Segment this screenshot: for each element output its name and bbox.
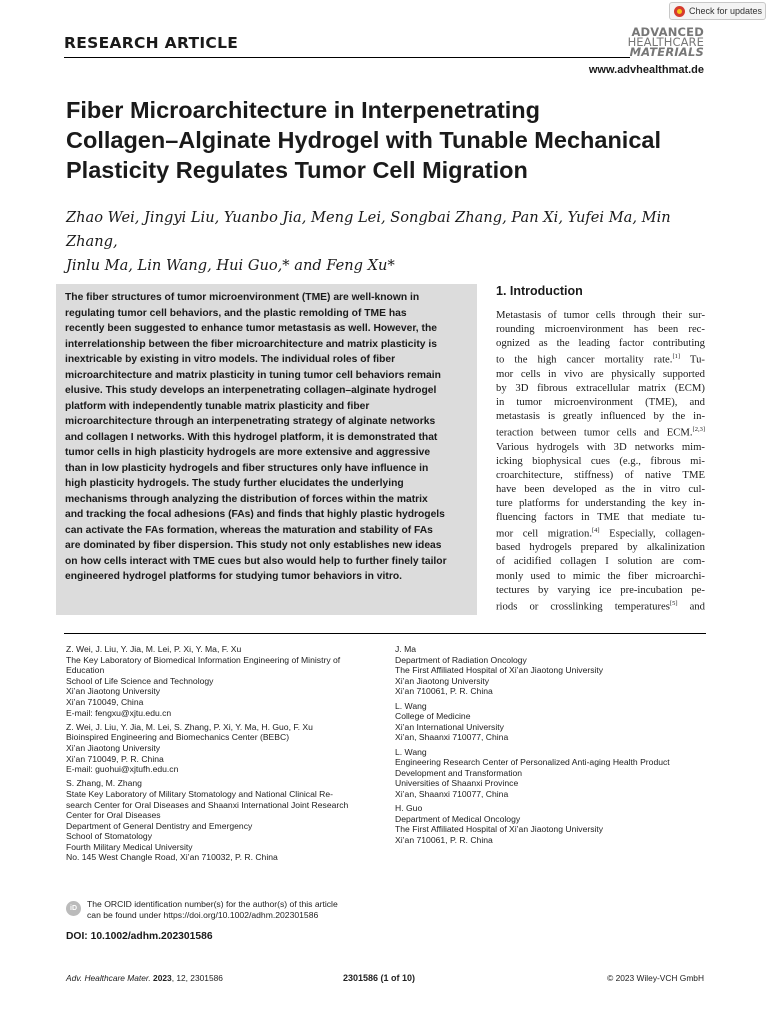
affiliation-block [395,644,710,697]
footer-journal: Adv. Healthcare Mater. [66,973,151,983]
email-link[interactable]: E-mail: fengxu@xjtu.edu.cn [66,707,172,718]
abstract-text [65,290,470,585]
introduction-line: metastasis is greatly influenced by the in- [496,409,705,422]
introduction-line: in tumor microenvironment (TME), and [496,395,705,408]
affiliation-block [66,778,386,863]
crossmark-icon [674,6,685,17]
affiliation-line: Xi’an 710061, P. R. China [395,834,493,845]
section-heading-introduction: 1. Introduction [496,284,583,298]
introduction-line: of acidified collagen I solution are com- [496,555,705,568]
abstract-line: regulating tumor cell behaviors, and the plastic remolding of TME has [65,307,407,319]
affiliation-line: School of Life Science and Technology [66,675,214,686]
abstract-line: interrelationship between the fiber microarchitecture and matrix plasticity is [65,338,437,350]
introduction-line: based hydrogels prepared by alkalinization [496,541,705,554]
affiliation-line: Xi’an, Shaanxi 710077, China [395,788,509,799]
abstract-line: than in low plasticity hydrogels and fiber structures only have influence in [65,462,429,474]
introduction-line: monly used to mimic the fiber microarchi- [496,569,705,582]
affiliation-line: J. Ma [395,644,417,654]
affiliation-line: Xi’an 710049, China [66,696,144,707]
affiliation-line: Z. Wei, J. Liu, Y. Jia, M. Lei, P. Xi, Y. Ma, F. Xu [66,644,242,654]
affiliation-line: Xi’an International University [395,721,504,732]
doi-link[interactable]: DOI: 10.1002/adhm.202301586 [66,931,213,942]
affiliation-line: Z. Wei, J. Liu, Y. Jia, M. Lei, S. Zhang, P. Xi, Y. Ma, H. Guo, F. Xu [66,721,313,732]
introduction-line: ognized as the leading factor contributing [496,337,705,350]
abstract-line: inextricable by existing in vitro models. The individual roles of fiber [65,354,396,365]
introduction-line: fluencing factors in TME that mediate tu- [496,510,705,523]
orcid-icon: iD [66,901,81,916]
affiliation-line: School of Stomatology [66,831,152,842]
check-for-updates-button[interactable] [669,2,766,20]
email-link[interactable]: E-mail: guohui@xjtufh.edu.cn [66,764,179,775]
introduction-line: mor cells in vivo are physically supported [496,367,705,380]
affiliation-line: Xi’an Jiaotong University [395,675,490,686]
abstract-line: tumor cells in high plasticity hydrogels are more extensive and aggressive [65,447,431,458]
abstract-line: can activate the FAs formation, whereas the maturation and stability of FAs [65,524,433,536]
footer-page-number: 2301586 (1 of 10) [343,973,416,983]
affiliation-line: Department of Medical Oncology [395,813,521,824]
citation-marker[interactable]: [5] [669,599,678,607]
affiliation-line: Engineering Research Center of Personalized Anti-aging Health Product [395,757,670,768]
author-line: Zhao Wei, Jingyi Liu, Yuanbo Jia, Meng Lei, Songbai Zhang, Pan Xi, Yufei Ma, Min Zhang, [66,209,671,250]
citation-marker[interactable]: [2,3] [692,425,705,433]
journal-logo-line: MATERIALS [629,45,704,59]
abstract-line: and collagen I networks. With this hydrogel platform, it is demonstrated that [65,431,438,443]
affiliation-line: Xi’an, Shaanxi 710077, China [395,732,509,743]
footer-year: 2023 [153,973,172,983]
footer-copyright: © 2023 Wiley-VCH GmbH [607,973,704,983]
affiliation-line: Education [66,665,105,676]
introduction-line: ture platforms for understanding the key in- [496,496,705,509]
affiliation-block [395,747,710,800]
author-list [66,206,716,278]
affiliation-line: Fourth Military Medical University [66,841,193,852]
abstract-line: recently been suggested to enhance tumor metastasis as well. However, the [65,323,437,334]
affiliation-line: L. Wang [395,746,427,757]
abstract-line: The fiber structures of tumor microenvironment (TME) are well-known in [65,292,420,303]
affiliation-line: H. Guo [395,803,423,814]
affiliation-line: search Center for Oral Diseases and Shaanxi International Joint Research [66,799,349,810]
check-for-updates-label: Check for updates [689,6,763,16]
introduction-line: riods or crosslinking temperatures[5] and [496,599,705,613]
title-line: Fiber Microarchitecture in Interpenetrating [66,97,541,123]
affiliation-rule [64,633,706,634]
footer-citation [66,973,223,983]
orcid-line[interactable]: can be found under https://doi.org/10.1002/adhm.202301586 [87,909,319,920]
affiliation-line: College of Medicine [395,711,471,722]
abstract-line: high plasticity hydrogels. The study further elucidates the underlying [65,478,404,489]
affiliation-line: L. Wang [395,700,427,711]
affiliation-block [395,803,710,845]
article-title [66,95,706,185]
orcid-note [66,899,338,921]
affiliation-line: Xi’an 710049, P. R. China [66,753,164,764]
affiliation-block [395,701,710,743]
title-line: Collagen–Alginate Hydrogel with Tunable Mechanical [66,127,661,153]
introduction-line: icking biophysical cues (e.g., fibrous mi- [496,454,705,467]
affiliation-line: No. 145 West Changle Road, Xi’an 710032, P. R. China [66,852,278,863]
introduction-line: Metastasis of tumor cells through their sur- [496,309,705,321]
affiliation-block [66,644,386,718]
affiliation-line: S. Zhang, M. Zhang [66,778,142,789]
introduction-line: have been developed as the in vitro cul- [496,482,705,495]
article-type-label: RESEARCH ARTICLE [64,34,239,52]
abstract-line: mechanisms through analyzing the distribution of forces within the matrix [65,493,428,505]
abstract-line: and tracking the focal adhesions (FAs) and finds that highly plastic hydrogels [65,509,445,520]
title-line: Plasticity Regulates Tumor Cell Migration [66,157,528,183]
introduction-line: tectures by varying ice pre-incubation pe- [496,583,705,596]
abstract-line: microarchitecture and matrix plasticity in tuning tumor cell behaviors remain [65,369,441,381]
affiliation-line: Xi’an Jiaotong University [66,686,161,697]
introduction-line: teraction between tumor cells and ECM.[2,3] [496,425,705,439]
introduction-line: to the high cancer mortality rate.[1] Tu- [496,353,705,366]
introduction-line: mor cell migration.[4] Especially, collagen- [496,526,705,540]
abstract-line: platform with independently tunable matrix plasticity and fiber [65,400,370,412]
citation-marker[interactable]: [4] [592,526,600,534]
abstract-line: microarchitecture through an interpenetrating strategy of alginate networks [65,416,436,427]
abstract-line: elusive. This study develops an interpenetrating collagen–alginate hydrogel [65,385,437,396]
introduction-line: rounding microenvironment has been rec- [496,323,705,336]
affiliation-line: Department of Radiation Oncology [395,654,527,665]
journal-logo-line: ADVANCED [631,25,704,39]
journal-website-link[interactable]: www.advhealthmat.de [588,64,704,76]
affiliation-line: Development and Transformation [395,767,523,778]
affiliation-line: Department of General Dentistry and Emergency [66,820,253,831]
affiliation-line: The First Affiliated Hospital of Xi’an Jiaotong University [395,824,604,835]
journal-logo-line: HEALTHCARE [627,35,704,49]
affiliations-left [66,644,386,867]
introduction-line: by 3D fibrous extracellular matrix (ECM) [496,381,705,394]
abstract-line: engineered hydrogel platforms for studying tumor behaviors in vitro. [65,571,402,582]
abstract-line: are dominated by fiber dispersion. This study not only establishes new ideas [65,540,442,551]
affiliation-line: Xi’an Jiaotong University [66,742,161,753]
affiliation-block [66,722,386,775]
affiliation-line: State Key Laboratory of Military Stomatology and National Clinical Re- [66,788,334,799]
abstract-line: on how cells interact with TME cues but also would help to further finely tailor [65,555,447,567]
author-line: Jinlu Ma, Lin Wang, Hui Guo,* and Feng Xu* [66,257,395,274]
introduction-line: croarchitecture, stiffness) of native TME [496,468,705,481]
orcid-line: The ORCID identification number(s) for the author(s) of this article [87,899,338,909]
footer-volume: , 12, 2301586 [171,973,223,983]
header-rule [64,57,630,58]
introduction-line: Various hydrogels with 3D networks mim- [496,440,705,453]
affiliation-line: Xi’an 710061, P. R. China [395,686,493,697]
affiliations-right [395,644,710,849]
journal-logo [628,27,704,57]
affiliation-line: The Key Laboratory of Biomedical Information Engineering of Ministry of [66,654,341,665]
affiliation-line: Center for Oral Diseases [66,810,161,821]
citation-marker[interactable]: [1] [672,353,681,361]
affiliation-line: Bioinspired Engineering and Biomechanics Center (BEBC) [66,732,290,743]
introduction-body [496,308,705,613]
affiliation-line: Universities of Shaanxi Province [395,778,519,789]
affiliation-line: The First Affiliated Hospital of Xi’an Jiaotong University [395,665,604,676]
